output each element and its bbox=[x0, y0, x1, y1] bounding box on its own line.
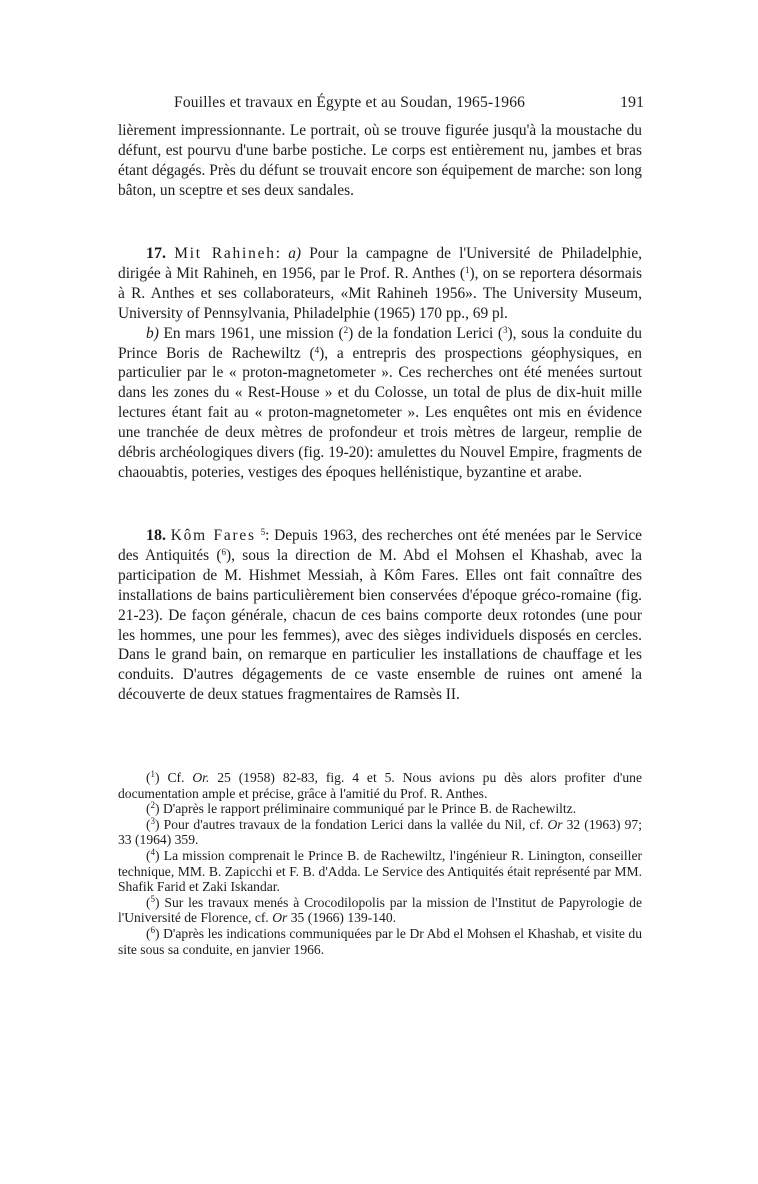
footnote-3-journal: Or bbox=[547, 816, 563, 832]
section-17-b-text-1: En mars 1961, une mission ( bbox=[158, 324, 344, 342]
section-18 bbox=[118, 526, 642, 705]
footnote-number-6: 6 bbox=[150, 924, 156, 935]
footnote-1: ($^1$) Cf. Or. 25 (1958) 82-83, fig. 4 et 5. Nous avions pu dès alors profiter d'une documentation ample et précise, grâce à l'amitié du Prof. R. Anthes. bbox=[118, 769, 642, 801]
page-number: 191 bbox=[620, 94, 644, 111]
section-17-b-text-3: ), sous la conduite du Prince Boris de Rachewiltz ( bbox=[118, 324, 642, 362]
footnote-ref-2: 2 bbox=[343, 324, 349, 335]
section-18-place: Kôm Fares bbox=[170, 527, 256, 544]
section-17-place: Mit Rahineh bbox=[174, 245, 276, 262]
section-17-number: 17. bbox=[146, 245, 166, 262]
section-17-a-text-1: Pour la campagne de l'Université de Philadelphie, dirigée à Mit Rahineh, en 1956, par le Prof. R. Anthes ( bbox=[118, 245, 642, 282]
footnote-ref-4: 4 bbox=[314, 344, 320, 355]
section-18-text-1: : Depuis 1963, des recherches ont été menées par le Service des Antiquités ( bbox=[118, 527, 642, 564]
footnote-5: ($^5$) Sur les travaux menés à Crocodilopolis par la mission de l'Institut de Papyrologie de l'Université de Florence, cf. Or 35 (1966) 139-140. bbox=[118, 893, 642, 926]
footnote-3-text-end: 32 (1963) 97; 33 (1964) 359. bbox=[118, 816, 642, 848]
section-17-b-text-4: ), a entrepris des prospections géophysiques, en particulier par le « proton-magnetometer ». Ces recherches ont été menées surtout dans les zones du « Rest-House » et du Colosse, un total de plus de dix-huit mille lectures étant fait au « proton-magnetometer ». Les enquêtes ont mis en évidence une tranchée de deux mètres de profondeur et trois mètres de largeur, remplie de débris archéologiques divers (fig. 19-20): amulettes du Nouvel Empire, fragments de chaouabtis, poteries, vestiges des époques hellénistique, byzantine et arabe. bbox=[118, 344, 642, 481]
footnote-1-text-end: 25 (1958) 82-83, fig. 4 et 5. Nous avions pu dès alors profiter d'une documentation ample et précise, grâce à l'amitié du Prof. R. Anthes. bbox=[118, 770, 642, 801]
section-18-paragraph bbox=[118, 526, 642, 705]
footnotes bbox=[118, 770, 642, 957]
section-17-b-label: b) bbox=[146, 324, 159, 342]
footnote-6: ($^6$) D'après les indications communiquées par le Dr Abd el Mohsen el Khashab, et visite du site sous sa conduite, en janvier 1966. bbox=[118, 924, 642, 957]
section-17-paragraph-a: 17. Mit Rahineh: a) Pour la campagne de l'Université de Philadelphie, dirigée à Mit Rahineh, en 1956, par le Prof. R. Anthes ($^1$), on se reportera désormais à R. Anthes et ses collaborateurs, «Mit Rahineh 1956». The University Museum, University of Pennsylvania, Philadelphie (1965) 170 pp., 69 pl. bbox=[118, 245, 642, 322]
footnote-number-4: 4 bbox=[150, 846, 156, 857]
footnote-3: ($^3$) Pour d'autres travaux de la fondation Lerici dans la vallée du Nil, cf. Or 32 (1963) 97; 33 (1964) 359. bbox=[118, 815, 642, 848]
footnote-ref-1: 1 bbox=[464, 264, 470, 275]
running-head bbox=[174, 94, 644, 114]
footnote-5-text-end: 35 (1966) 139-140. bbox=[287, 910, 397, 926]
footnote-4-text: La mission comprenait le Prince B. de Rachewiltz, l'ingénieur R. Linington, conseiller technique, MM. B. Zapicchi et F. B. d'Adda. Le Service des Antiquités était représenté par MM. Shafik Farid et Zaki Iskandar. bbox=[118, 847, 642, 895]
footnote-2: ($^2$) D'après le rapport préliminaire communiqué par le Prince B. de Rachewiltz. bbox=[146, 800, 577, 817]
footnote-1-text: Cf. bbox=[159, 770, 193, 785]
footnote-1-journal: Or. bbox=[192, 770, 210, 785]
section-17-paragraph-b bbox=[118, 324, 642, 483]
continuation-paragraph bbox=[118, 121, 642, 201]
section-17-b-text-2: ) de la fondation Lerici ( bbox=[348, 324, 504, 342]
footnote-2-text: D'après le rapport préliminaire communiqué par le Prince B. de Rachewiltz. bbox=[159, 801, 577, 817]
footnote-ref-6: 6 bbox=[221, 546, 226, 557]
footnote-number-5: 5 bbox=[150, 893, 156, 904]
section-17 bbox=[118, 244, 642, 483]
footnote-6-text: D'après les indications communiquées par le Dr Abd el Mohsen el Khashab, et visite du site sous sa conduite, en janvier 1966. bbox=[118, 925, 642, 957]
footnote-3-text: Pour d'autres travaux de la fondation Lerici dans la vallée du Nil, cf. bbox=[159, 816, 548, 832]
footnote-ref-3: 3 bbox=[503, 324, 508, 335]
section-17-a-text-2: ), on se reportera désormais à R. Anthes et ses collaborateurs, «Mit Rahineh 1956». The University Museum, University of Pennsylvania, Philadelphie (1965) 170 pp., 69 pl. bbox=[118, 264, 642, 322]
section-18-number: 18. bbox=[146, 527, 166, 544]
running-head-title: Fouilles et travaux en Égypte et au Soudan, 1965-1966 bbox=[174, 94, 526, 111]
footnote-5-text: Sur les travaux menés à Crocodilopolis par la mission de l'Institut de Papyrologie de l'Université de Florence, cf. bbox=[118, 894, 642, 926]
section-17-a-label: a) bbox=[288, 245, 302, 262]
footnote-5-journal: Or bbox=[272, 910, 288, 926]
footnote-number-1: 1 bbox=[150, 769, 156, 779]
section-18-text-2: ), sous la direction de M. Abd el Mohsen el Khashab, avec la participation de M. Hishmet Messiah, à Kôm Fares. Elles ont fait connaître des installations de bains particulièrement bien conservées d'époque gréco-romaine (fig. 21-23). De façon générale, chacun de ces bains comporte deux rotondes (une pour les hommes, une pour les femmes), avec des sièges individuels disposés en cercles. Dans le grand bain, on remarque en particulier les installations de chauffage et les conduits. D'autres dégagements de ce vaste ensemble de ruines ont amené la découverte de deux statues fragmentaires de Ramsès II. bbox=[118, 546, 642, 704]
continuation-text: lièrement impressionnante. Le portrait, où se trouve figurée jusqu'à la moustache du défunt, est pourvu d'une barbe postiche. Le corps est entièrement nu, jambes et bras étant dégagés. Près du défunt se trouvait encore son équipement de marche: son long bâton, un sceptre et ses deux sandales. bbox=[118, 122, 642, 199]
footnote-number-3: 3 bbox=[150, 815, 156, 826]
footnote-4: ($^4$) La mission comprenait le Prince B. de Rachewiltz, l'ingénieur R. Linington, conseiller technique, MM. B. Zapicchi et F. B. d'Adda. Le Service des Antiquités était représenté par MM. Shafik Farid et Zaki Iskandar. bbox=[118, 846, 642, 895]
footnote-ref-5: 5 bbox=[260, 527, 266, 537]
footnote-number-2: 2 bbox=[150, 800, 156, 811]
